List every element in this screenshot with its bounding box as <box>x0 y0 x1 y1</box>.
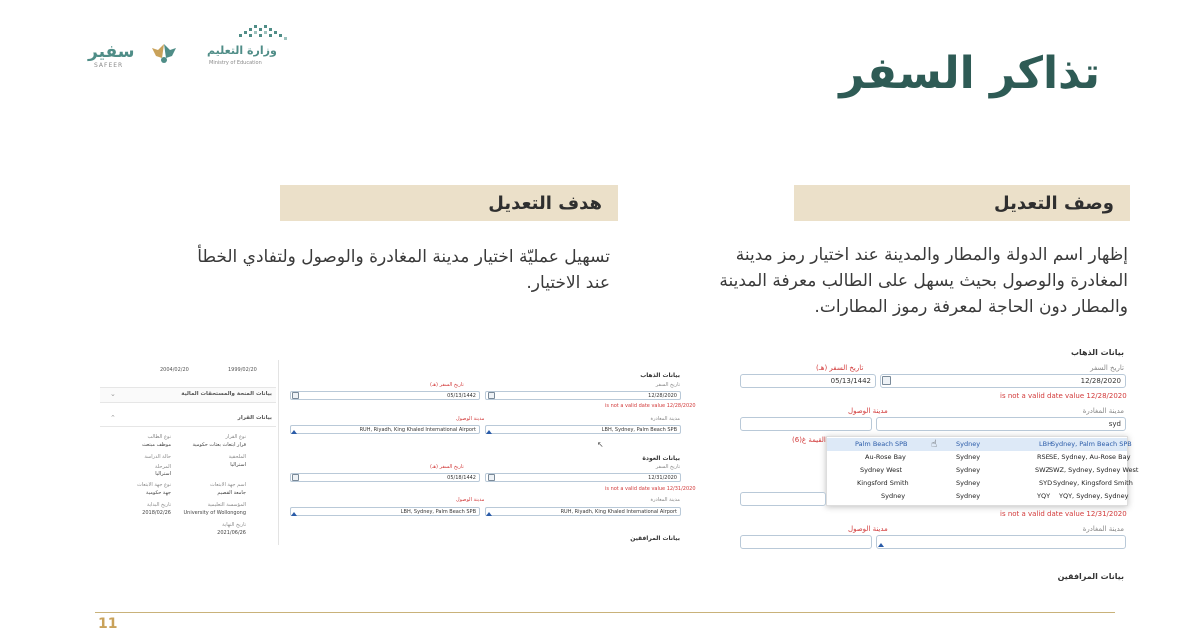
dropdown-option[interactable] <box>827 490 1127 503</box>
date-error: is not a valid date value 12/28/2020 <box>605 403 696 409</box>
safeer-emblem-icon <box>148 40 180 68</box>
description-paragraph: إظهار اسم الدولة والمطار والمدينة عند اختيار رمز مدينة المغادرة والوصول بحيث يسهل على الطالب معرفة المدينة والمطار دون الحاجة لمعرفة رموز المطارات. <box>719 245 1128 317</box>
return-departure-city-label: مدينة المغادرة <box>650 497 680 503</box>
student-info-panel <box>100 360 279 545</box>
return-date-field[interactable]: 12/31/2020 <box>485 473 681 482</box>
departure-city-field[interactable]: LBH, Sydney, Palm Beach SPB <box>485 425 681 434</box>
calendar-icon[interactable] <box>488 474 495 481</box>
departure-city-field-2[interactable] <box>876 535 1126 549</box>
detail-value: جامعة القصيم <box>217 490 246 496</box>
calendar-icon[interactable] <box>882 376 891 385</box>
page-title: تذاكر السفر <box>839 48 1100 99</box>
detail-value: 2018/02/26 <box>142 510 171 516</box>
decision-details <box>100 434 276 544</box>
option-city: Sydney <box>956 466 981 474</box>
dropdown-caret-icon <box>291 512 297 516</box>
arrival-city-label: مدينة الوصول <box>456 416 485 422</box>
detail-value: موظف مبتعث <box>141 442 171 448</box>
companions-section-title: بيانات المرافقين <box>1057 572 1124 581</box>
arrival-city-label: مدينة الوصول <box>848 407 888 415</box>
detail-value: استراليا <box>230 462 246 468</box>
travel-date-label: تاريخ السفر <box>655 382 680 388</box>
calendar-icon[interactable] <box>292 474 299 481</box>
departure-city-label: مدينة المغادرة <box>1082 407 1124 415</box>
arrival-city-field[interactable]: RUH, Riyadh, King Khaled International Airport <box>290 425 480 434</box>
travel-date-hijri-label: تاريخ السفر (هـ) <box>816 364 864 372</box>
return-date-label: تاريخ السفر <box>655 464 680 470</box>
detail-value: 2021/06/26 <box>217 530 246 536</box>
goal-paragraph: تسهيل عمليّة اختيار مدينة المغادرة والوصول ولتفادي الخطأ عند الاختيار. <box>197 247 610 293</box>
option-city: Sydney <box>956 492 981 500</box>
detail-value: جهة حكومية <box>146 490 171 496</box>
chevron-up-icon: ⌃ <box>110 414 116 422</box>
cursor-icon: ↖ <box>597 440 604 449</box>
option-airport: Sydney West <box>860 466 903 474</box>
detail-key: تاريخ النهاية <box>222 522 246 528</box>
ministry-emblem-icon <box>235 22 295 44</box>
option-full: SWZ, Sydney, Sydney West <box>1049 466 1139 474</box>
option-city: Sydney <box>956 479 981 487</box>
companions-section-title: بيانات المرافقين <box>630 535 680 542</box>
travel-date-hijri-field[interactable]: 05/13/1442 <box>740 374 876 388</box>
detail-key: المؤسسة التعليمية <box>207 502 246 508</box>
travel-date-hijri-field[interactable]: 05/13/1442 <box>290 391 480 400</box>
option-full: Sydney, Kingsford Smith <box>1053 479 1133 487</box>
detail-key: نوع الطالب <box>147 434 171 440</box>
side-date-1: 2004/02/20 <box>160 367 189 373</box>
calendar-icon[interactable] <box>292 392 299 399</box>
detail-value: قرار ابتعاث بعثات حكومية <box>192 442 246 448</box>
dropdown-caret-icon <box>486 430 492 434</box>
left-form-screenshot <box>100 360 696 550</box>
return-section-title: بيانات العودة <box>642 455 680 462</box>
detail-key: نوع جهة الابتعاث <box>137 482 171 488</box>
arrival-city-field[interactable] <box>740 417 872 431</box>
detail-key: الملحقية <box>228 454 246 460</box>
airport-dropdown <box>826 436 1139 506</box>
grant-panel-title: بيانات المنحة والمستحقات المالية <box>181 391 272 397</box>
travel-date-hijri-label: تاريخ السفر (هـ) <box>430 382 464 388</box>
goal-band <box>280 185 618 221</box>
partial-error: القيمة غ(6) <box>792 436 826 444</box>
hidden-date-field[interactable] <box>740 492 826 506</box>
ministry-english: Ministry of Education <box>209 60 262 66</box>
dropdown-option[interactable] <box>827 477 1133 490</box>
arrival-city-field-2[interactable] <box>740 535 872 549</box>
safeer-arabic: سفير <box>88 42 135 62</box>
ministry-logo <box>205 22 295 72</box>
travel-date-label: تاريخ السفر <box>1090 364 1124 372</box>
dropdown-option[interactable] <box>827 438 1132 451</box>
chevron-down-icon: ⌄ <box>110 390 116 398</box>
side-date-2: 1999/02/20 <box>228 367 257 373</box>
option-full: SE, Sydney, Au-Rose Bay <box>1049 453 1131 461</box>
detail-key: حالة الدراسة <box>144 454 171 460</box>
detail-key: نوع القرار <box>225 434 246 440</box>
detail-value: University of Wollongong <box>183 510 246 516</box>
option-airport: Au-Rose Bay <box>865 453 906 461</box>
option-code: LBH <box>1039 440 1052 448</box>
return-date-hijri-field[interactable]: 05/18/1442 <box>290 473 480 482</box>
dropdown-option[interactable] <box>827 464 1139 477</box>
departure-city-input[interactable]: syd <box>876 417 1126 431</box>
option-code: SWZ <box>1035 466 1051 474</box>
cursor-hand-icon: ☝ <box>931 439 938 450</box>
travel-date-field[interactable]: 12/28/2020 <box>880 374 1126 388</box>
detail-value: استراليا <box>155 471 171 477</box>
decision-panel-title: بيانات القرار <box>237 415 272 421</box>
footer-divider <box>95 612 1115 613</box>
safeer-english: SAFEER <box>94 62 124 69</box>
option-code: RSE <box>1037 453 1050 461</box>
option-city: Sydney <box>956 453 981 461</box>
detail-key: تاريخ البداية <box>146 502 171 508</box>
option-airport: Sydney <box>881 492 906 500</box>
description-band-title: وصف التعديل <box>994 192 1114 214</box>
decision-panel-header[interactable] <box>100 412 276 427</box>
dropdown-option[interactable] <box>827 451 1131 464</box>
calendar-icon[interactable] <box>488 392 495 399</box>
date-error: is not a valid date value 12/31/2020 <box>1000 510 1127 518</box>
departure-section-title: بيانات الذهاب <box>640 372 680 379</box>
option-airport: Kingsford Smith <box>857 479 909 487</box>
dropdown-caret-icon <box>878 543 884 547</box>
departure-city-label: مدينة المغادرة <box>650 416 680 422</box>
safeer-logo <box>88 40 183 70</box>
return-departure-city-field[interactable]: RUH, Riyadh, King Khaled International Airport <box>485 507 681 516</box>
return-arrival-city-field[interactable]: LBH, Sydney, Palm Beach SPB <box>290 507 480 516</box>
detail-key: اسم جهة الابتعاث <box>210 482 246 488</box>
option-code: YQY <box>1037 492 1051 500</box>
right-form-screenshot <box>740 342 1139 587</box>
dropdown-caret-icon <box>291 430 297 434</box>
return-arrival-city-label: مدينة الوصول <box>456 497 485 503</box>
ministry-arabic: وزارة التعليم <box>207 44 277 57</box>
date-error: is not a valid date value 12/28/2020 <box>1000 392 1127 400</box>
option-airport: Palm Beach SPB <box>855 440 908 448</box>
date-error: is not a valid date value 12/31/2020 <box>605 486 696 492</box>
dropdown-caret-icon <box>486 512 492 516</box>
departure-section-title: بيانات الذهاب <box>1070 348 1124 357</box>
option-city: Sydney <box>956 440 981 448</box>
arrival-city-label-2: مدينة الوصول <box>848 525 888 533</box>
page-number: 11 <box>98 616 118 632</box>
departure-city-label-2: مدينة المغادرة <box>1082 525 1124 533</box>
option-full: Sydney, Palm Beach SPB <box>1051 440 1132 448</box>
travel-date-field[interactable]: 12/28/2020 <box>485 391 681 400</box>
option-full: YQY, Sydney, Sydney <box>1059 492 1129 500</box>
description-band <box>794 185 1130 221</box>
goal-band-title: هدف التعديل <box>488 192 602 214</box>
grant-panel-header[interactable] <box>100 387 276 403</box>
return-date-hijri-label: تاريخ السفر (هـ) <box>430 464 464 470</box>
detail-key: المرحلة <box>155 464 171 470</box>
option-code: SYD <box>1039 479 1053 487</box>
